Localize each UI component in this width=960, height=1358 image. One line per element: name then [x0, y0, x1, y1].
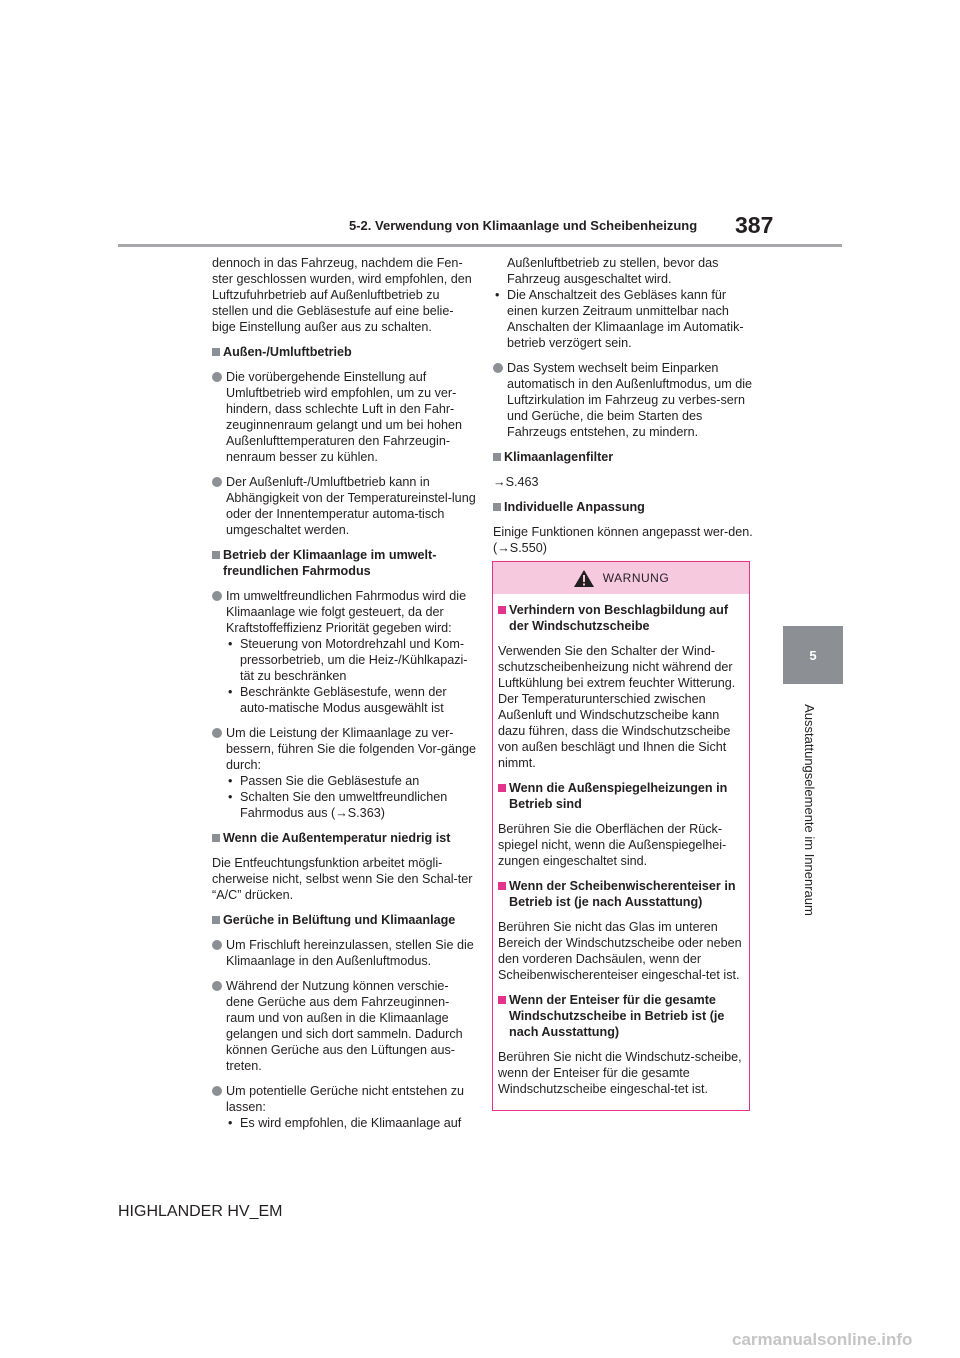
- paragraph: Die Entfeuchtungsfunktion arbeitet mögli-cherweise nicht, selbst wenn Sie den Schal-ter “A/C” drücken.: [212, 856, 473, 902]
- sub-bullet: • Die Anschaltzeit des Gebläses kann für einen kurzen Zeitraum unmittelbar nach Anschalten der Klimaanlage im Automatik-betrieb verzögert sein.: [495, 288, 744, 350]
- bullet-item: Um Frischluft hereinzulassen, stellen Sie die Klimaanlage in den Außenluftmodus.: [212, 937, 476, 969]
- bullet-item: Im umweltfreundlichen Fahrmodus wird die Klimaanlage wie folgt gesteuert, da der Kraftstoffeffizienz Priorität gegeben wird: • Steuerung von Motordrehzahl und Kom-pressorbetrieb, um die Heiz-/Kühlkapazi-tät zu beschränken • Beschränkte Gebläsestufe, wenn der auto-matische Modus ausgewählt ist: [212, 588, 476, 716]
- bullet-item: Um die Leistung der Klimaanlage zu ver-bessern, führen Sie die folgenden Vor-gänge durch: • Passen Sie die Gebläsestufe an • Schalten Sie den umweltfreundlichen Fahrmodus aus (→S.363): [212, 725, 476, 821]
- square-bullet-icon: [493, 503, 501, 511]
- warning-triangle-icon: [573, 569, 595, 588]
- heading-outside-recirc: Außen-/Umluftbetrieb: [212, 344, 476, 360]
- header-divider: [118, 244, 842, 247]
- sub-bullet: • Beschränkte Gebläsestufe, wenn der auto-matische Modus ausgewählt ist: [228, 685, 447, 715]
- page-reference-link[interactable]: →S.463: [493, 475, 539, 489]
- section-title: 5-2. Verwendung von Klimaanlage und Scheibenheizung: [349, 218, 698, 233]
- footer-model: HIGHLANDER HV_EM: [118, 1203, 283, 1220]
- square-bullet-icon: [212, 551, 220, 559]
- left-column: [212, 255, 476, 1140]
- warning-paragraph: Berühren Sie nicht die Windschutz-scheibe, wenn der Enteiser für die gesamte Windschutzscheibe eingeschal-tet ist.: [498, 1050, 742, 1096]
- page-number: 387: [735, 212, 774, 238]
- warning-header: [493, 562, 749, 594]
- square-bullet-icon: [212, 348, 220, 356]
- intro-paragraph: dennoch in das Fahrzeug, nachdem die Fen-ster geschlossen wurden, wird empfohlen, den Luftzufuhrbetrieb auf Außenluftbetrieb zu stellen und die Gebläsestufe auf eine belie-bige Einstellung außer aus zu schalten.: [212, 256, 472, 334]
- square-bullet-icon: [212, 916, 220, 924]
- right-column: [493, 255, 755, 565]
- square-bullet-icon: [212, 834, 220, 842]
- warning-heading: Verhindern von Beschlagbildung auf der Windschutzscheibe: [498, 602, 744, 634]
- sub-bullet: • Es wird empfohlen, die Klimaanlage auf: [228, 1116, 462, 1130]
- chapter-label-text: Ausstattungselemente im Innenraum: [802, 704, 817, 916]
- bullet-item: Das System wechselt beim Einparken automatisch in den Außenluftmodus, um die Luftzirkulation im Fahrzeug zu verbes-sern und Gerüche, die beim Starten des Fahrzeugs entstehen, zu mindern.: [493, 360, 755, 440]
- sub-bullet: • Passen Sie die Gebläsestufe an: [228, 774, 420, 788]
- square-bullet-icon: [493, 453, 501, 461]
- round-bullet-icon: [212, 728, 222, 738]
- watermark: carmanualsonline.info: [732, 1330, 913, 1349]
- square-bullet-icon: [498, 606, 506, 614]
- warning-heading: Wenn der Enteiser für die gesamte Windschutzscheibe in Betrieb ist (je nach Ausstattung): [498, 992, 744, 1040]
- sub-bullet-continued: Außenluftbetrieb zu stellen, bevor das Fahrzeug ausgeschaltet wird.: [507, 256, 719, 286]
- round-bullet-icon: [212, 477, 222, 487]
- chapter-number: 5: [809, 647, 817, 663]
- heading-customization: Individuelle Anpassung: [493, 499, 755, 515]
- heading-filter: Klimaanlagenfilter: [493, 449, 755, 465]
- bullet-item: Um potentielle Gerüche nicht entstehen zu lassen: • Es wird empfohlen, die Klimaanlage auf: [212, 1083, 476, 1131]
- warning-heading: Wenn der Scheibenwischerenteiser in Betrieb ist (je nach Ausstattung): [498, 878, 744, 910]
- paragraph: Einige Funktionen können angepasst wer-den. (→S.550): [493, 525, 753, 555]
- round-bullet-icon: [212, 1086, 222, 1096]
- square-bullet-icon: [498, 996, 506, 1004]
- heading-odors: Gerüche in Belüftung und Klimaanlage: [212, 912, 476, 928]
- heading-low-temp: Wenn die Außentemperatur niedrig ist: [212, 830, 476, 846]
- warning-heading: Wenn die Außenspiegelheizungen in Betrieb sind: [498, 780, 744, 812]
- bullet-item: Der Außenluft-/Umluftbetrieb kann in Abhängigkeit von der Temperatureinstel-lung oder der Innentemperatur automa-tisch umgeschaltet werden.: [212, 474, 476, 538]
- round-bullet-icon: [493, 363, 503, 373]
- sub-bullet: • Schalten Sie den umweltfreundlichen Fahrmodus aus (→S.363): [228, 790, 448, 820]
- warning-body: [493, 594, 749, 1097]
- warning-box: [492, 561, 750, 1111]
- warning-title: WARNUNG: [602, 571, 670, 585]
- round-bullet-icon: [212, 591, 222, 601]
- bullet-item: Während der Nutzung können verschie-dene Gerüche aus dem Fahrzeuginnen-raum und von außen in die Klimaanlage gelangen und sich dort sammeln. Dadurch können Gerüche aus den Lüftungen aus-treten.: [212, 978, 476, 1074]
- heading-eco-mode: Betrieb der Klimaanlage im umwelt-freundlichen Fahrmodus: [212, 547, 476, 579]
- round-bullet-icon: [212, 981, 222, 991]
- chapter-tab: [783, 626, 843, 684]
- warning-paragraph: Berühren Sie die Oberflächen der Rück-spiegel nicht, wenn die Außenspiegelhei-zungen eingeschaltet sind.: [498, 822, 727, 868]
- round-bullet-icon: [212, 372, 222, 382]
- bullet-item: Die vorübergehende Einstellung auf Umluftbetrieb wird empfohlen, um zu ver-hindern, dass schlechte Luft in den Fahr-zeuginnenraum gelangt und um bei hohen Außenlufttemperaturen den Fahrzeugin-nenraum besser zu kühlen.: [212, 369, 476, 465]
- square-bullet-icon: [498, 882, 506, 890]
- round-bullet-icon: [212, 940, 222, 950]
- square-bullet-icon: [498, 784, 506, 792]
- warning-paragraph: Berühren Sie nicht das Glas im unteren Bereich der Windschutzscheibe oder neben den vorderen Dachsäulen, wenn der Scheibenwischerenteiser eingeschal-tet ist.: [498, 920, 742, 982]
- warning-paragraph: Verwenden Sie den Schalter der Wind-schutzscheibenheizung nicht während der Luftkühlung bei extrem feuchter Witterung. Der Temperaturunterschied zwischen Außenluft und Windschutzscheibe kann dazu führen, dass die Windschutzscheibe von außen beschlägt und Ihnen die Sicht nimmt.: [498, 644, 736, 770]
- chapter-label: [797, 690, 817, 930]
- sub-bullet: • Steuerung von Motordrehzahl und Kom-pressorbetrieb, um die Heiz-/Kühlkapazi-tät zu beschränken: [228, 637, 468, 683]
